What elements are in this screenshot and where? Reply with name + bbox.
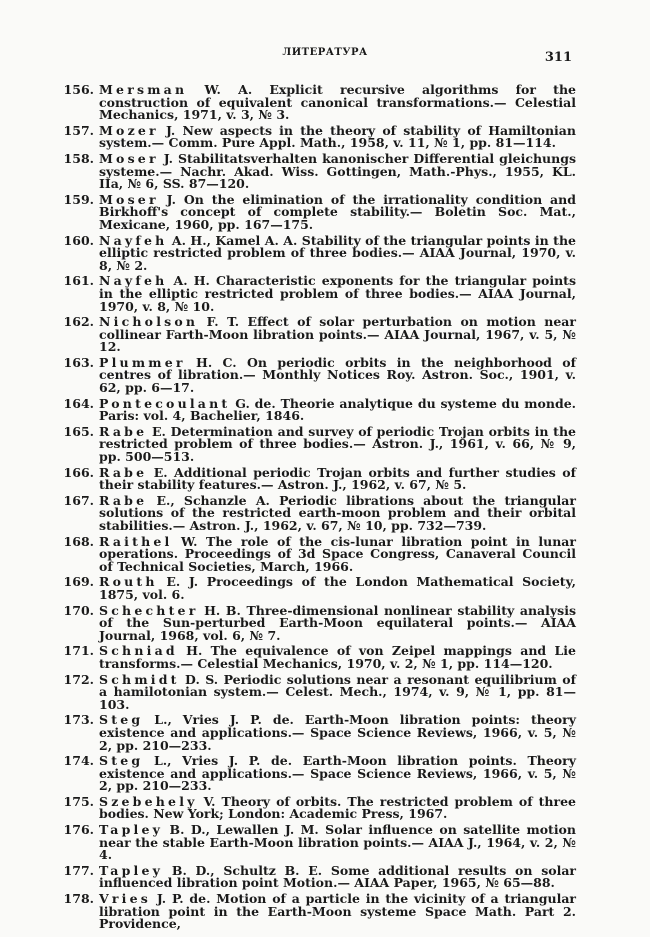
page-number: 311 [544, 50, 572, 65]
reference-details: A. H., Kamel A. A. Stability of the triangular points in the elliptic restricted problem of three bodies.— AIAA Journal, 1970, v. 8, № 2. [99, 232, 576, 273]
reference-number: 165. [63, 423, 94, 439]
reference-text [99, 423, 576, 465]
reference-author: Steg [99, 753, 144, 769]
reference-details: H. The equivalence of von Zeipel mappings and Lie transforms.— Celestial Mechanics, 1970, v. 2, № 1, pp. 114—120. [99, 643, 576, 671]
reference-item [62, 533, 576, 574]
reference-details: H. B. Three-dimensional nonlinear stability analysis of the Sun-perturbed Earth-Moon equilateral points.— AIAA Journal, 1968, vol. 6, № 7. [99, 602, 576, 643]
reference-text [99, 671, 576, 712]
reference-number: 160. [63, 232, 94, 248]
reference-number: 174. [63, 753, 94, 769]
reference-details: W. The role of the cis-lunar libration point in lunar operations. Proceedings of 3d Space Congress, Canaveral Council of Technical Societies, March, 1966. [99, 533, 576, 574]
reference-item [62, 395, 576, 424]
reference-number: 157. [63, 122, 94, 138]
reference-author: Raithel [99, 533, 173, 549]
reference-number: 173. [63, 712, 94, 728]
reference-item [62, 122, 576, 151]
reference-number: 161. [63, 273, 94, 289]
reference-number: 164. [63, 395, 94, 411]
reference-author: Moser [99, 150, 159, 166]
reference-item [62, 150, 576, 192]
reference-details: G. de. Theorie analytique du systeme du monde. Paris: vol. 4, Bachelier, 1846. [99, 395, 576, 424]
reference-item [62, 714, 576, 752]
reference-text [99, 645, 576, 670]
reference-text [99, 354, 576, 396]
page-header [0, 47, 650, 67]
reference-number: 159. [63, 191, 94, 207]
reference-details: W. A. Explicit recursive algorithms for the construction of equivalent canonical transformations.— Celestial Mechanics, 1971, v. 3, № 3. [99, 82, 576, 123]
reference-details: F. T. Effect of solar perturbation on motion near collinear Farth-Moon libration points.— AIAA Journal, 1967, v. 5, № 12. [99, 314, 576, 355]
reference-author: Szebehely [99, 793, 198, 809]
reference-details: E., Schanzle A. Periodic librations about the triangular solutions of the restricted earth-moon problem and their orbital stabilities.— Astron. J., 1962, v. 67, № 10, pp. 732—739. [99, 492, 576, 533]
reference-author: Rabe [99, 464, 148, 480]
reference-details: J. On the elimination of the irrationality condition and Birkhoff's concept of complete stability.— Boletin Soc. Mat., Mexicane, 1960, pp. 167—175. [99, 191, 576, 232]
reference-author: Mozer [99, 122, 159, 138]
reference-text [99, 464, 576, 493]
reference-item [62, 492, 576, 533]
reference-details: J. P. de. Motion of a particle in the vicinity of a triangular libration point in the Earth-Moon systeme Space Math. Part 2. Providence, [99, 891, 576, 932]
reference-number: 172. [63, 671, 94, 687]
reference-text [99, 533, 576, 574]
reference-item [62, 893, 576, 931]
reference-text [99, 862, 576, 891]
reference-text [99, 755, 576, 793]
reference-item [62, 316, 576, 354]
reference-item [62, 862, 576, 891]
reference-item [62, 793, 576, 822]
reference-author: Tapley [99, 822, 164, 838]
reference-number: 162. [63, 314, 94, 330]
reference-number: 171. [63, 643, 94, 659]
reference-author: Schniad [99, 643, 178, 659]
reference-details: L., Vries J. P. de. Earth-Moon libration points: theory existence and applications.— Space Science Reviews, 1966, v. 5, № 2, pp. 210—233. [99, 712, 576, 753]
reference-number: 166. [63, 464, 94, 480]
reference-number: 170. [63, 602, 94, 618]
reference-number: 167. [63, 492, 94, 508]
reference-item [62, 824, 576, 862]
reference-number: 169. [63, 574, 94, 590]
reference-details: B. D., Lewallen J. M. Solar influence on satellite motion near the stable Earth-Moon libration points.— AIAA J., 1964, v. 2, № 4. [99, 822, 576, 863]
reference-text [99, 275, 576, 313]
reference-author: Nayfeh [99, 232, 168, 248]
reference-author: Vries [99, 891, 152, 907]
reference-author: Moser [99, 191, 159, 207]
reference-text [99, 395, 576, 424]
reference-number: 163. [63, 354, 94, 370]
reference-details: J. Stabilitatsverhalten kanonischer Differential gleichungs systeme.— Nachr. Akad. Wiss. Gottingen, Math.-Phys., 1955, KL. IIa, № 6, SS. 87—120. [99, 150, 576, 192]
reference-text [99, 576, 576, 601]
reference-item [62, 354, 576, 396]
reference-item [62, 645, 576, 670]
reference-item [62, 755, 576, 793]
reference-text [99, 714, 576, 752]
reference-text [99, 191, 576, 232]
reference-number: 178. [63, 891, 94, 907]
reference-item [62, 671, 576, 712]
reference-author: Steg [99, 712, 144, 728]
reference-item [62, 191, 576, 232]
reference-text [99, 316, 576, 354]
reference-number: 158. [63, 150, 94, 166]
reference-text [99, 122, 576, 151]
reference-author: Routh [99, 574, 158, 590]
reference-text [99, 150, 576, 192]
reference-details: J. New aspects in the theory of stability of Hamiltonian system.— Comm. Pure Appl. Math., 1958, v. 11, № 1, pp. 81—114. [99, 122, 576, 151]
reference-author: Plummer [99, 354, 186, 370]
reference-number: 177. [63, 862, 94, 878]
reference-author: Nayfeh [99, 273, 168, 289]
reference-details: V. Theory of orbits. The restricted problem of three bodies. New York; London: Academic Press, 1967. [99, 793, 576, 822]
reference-author: Pontecoulant [99, 395, 231, 411]
reference-number: 175. [63, 793, 94, 809]
reference-item [62, 464, 576, 493]
reference-item [62, 232, 576, 273]
reference-item [62, 602, 576, 643]
reference-details: E. J. Proceedings of the London Mathematical Society, 1875, vol. 6. [99, 574, 576, 602]
reference-author: Mersman [99, 82, 188, 97]
reference-details: E. Determination and survey of periodic Trojan orbits in the restricted problem of three bodies.— Astron. J., 1961, v. 66, № 9, pp. 500—513. [99, 423, 576, 465]
reference-details: H. C. On periodic orbits in the neighborhood of centres of libration.— Monthly Notices Roy. Astron. Soc., 1901, v. 62, pp. 6—17. [99, 354, 576, 396]
reference-item [62, 84, 576, 122]
reference-details: E. Additional periodic Trojan orbits and further studies of their stability features.— Astron. J., 1962, v. 67, № 5. [99, 464, 576, 493]
reference-text [99, 893, 576, 931]
reference-text [99, 793, 576, 822]
reference-text [99, 492, 576, 533]
reference-item [62, 423, 576, 465]
reference-author: Tapley [99, 862, 164, 878]
reference-details: L., Vries J. P. de. Earth-Moon libration points. Theory existence and applications.— Space Science Reviews, 1966, v. 5, № 2, pp. 210—233. [99, 753, 576, 794]
reference-author: Schmidt [99, 671, 180, 687]
reference-author: Rabe [99, 423, 148, 439]
running-title: ЛИТЕРАТУРА [282, 47, 368, 58]
reference-number: 176. [63, 822, 94, 838]
reference-details: A. H. Characteristic exponents for the triangular points in the elliptic restricted problem of three bodies.— AIAA Journal, 1970, v. 8, № 10. [99, 273, 576, 314]
reference-details: B. D., Schultz B. E. Some additional results on solar influenced libration point Motion.— AIAA Paper, 1965, № 65—88. [99, 862, 576, 891]
reference-item [62, 275, 576, 313]
reference-author: Nicholson [99, 314, 199, 330]
reference-text [99, 84, 576, 122]
reference-text [99, 824, 576, 862]
reference-text [99, 232, 576, 273]
reference-author: Schechter [99, 602, 199, 618]
reference-text [99, 602, 576, 643]
reference-list [62, 84, 576, 934]
reference-number: 168. [63, 533, 94, 549]
reference-number: 156. [63, 82, 94, 97]
reference-item [62, 576, 576, 601]
reference-details: D. S. Periodic solutions near a resonant equilibrium of a hamilotonian system.— Celest. Mech., 1974, v. 9, № 1, pp. 81—103. [99, 671, 576, 712]
reference-author: Rabe [99, 492, 148, 508]
